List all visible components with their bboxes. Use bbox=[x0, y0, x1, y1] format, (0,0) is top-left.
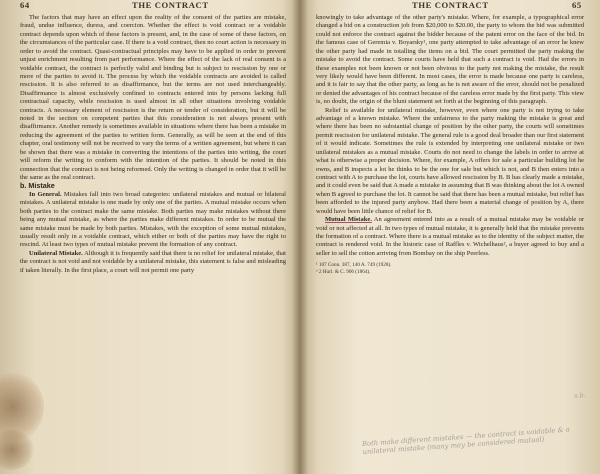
mutual-runin: Mutual Mistake. bbox=[325, 216, 372, 224]
right-paragraph: Relief is available for unilateral mistake, however, even where one party is not trying to take advantage of a known mistake. Where the unfairness to the party making the mistake is great and where there has been no substantial change of position by the other party, the courts will sometimes permit rescission for unilateral mistake. The general rule is a good deal broader than our first statement of it would indicate. Sometimes the rule is extended by interpreting one unilateral mistake or two unilateral mistakes as a mutual mistake. Courts do not need to change the labels in order to arrive at what is otherwise a proper decision. Where, for example, A offers for sale a particular building lot he owns, and B inspects a lot he thinks to be the one for sale but which is not, and B then enters into a contract with A to purchase the lot, courts have allowed rescission by B. B has clearly made a mistake, and it could even be said that A made a mistake in assuming that B was thinking about the lot A owned when B agreed to purchase the lot. It cannot be said that there has been a mutual mistake, but relief has been afforded to the injured party anyhow. Had there been a material change of position by A, there would have been little chance of relief for B. bbox=[316, 106, 584, 215]
margin-annotation: n.b. bbox=[573, 392, 586, 400]
footnote: ² 2 Hurl. & C. 906 (1864). bbox=[316, 268, 371, 275]
mutual-text: An agreement entered into as a result of a mutual mistake may be voidable or void or not affected at all. In two types of mutual mistake, it is generally held that the mistake prevents the formation of a contract. Where there is a mutual mistake as to the identity of the subject matter, the contract is rendered void. In the historic case of Raffles v. Wichelhaus², a buyer agreed to buy and a seller to sell the cotton arriving from Bombay on the ship Peerless. bbox=[316, 216, 584, 257]
unilateral-runin: Unilateral Mistake. bbox=[29, 249, 83, 257]
left-paragraph: The factors that may have an effect upon the reality of the consent of the parties are mistake, fraud, undue influence, duress, and coercion. Whether the effect is void contract or a voidable contract depends upon which of these factors is present, and, in the case of some of these factors, on the circumstances of the particular case. If there is a void contract, then no court action is necessary in order to avoid the contract. Quasi-contractual principles may have to be applied in order to prevent unjust enrichment resulting from part performance. Where the effect of the lack of real consent is a voidable contract, the contract is perfectly valid and binding but is subject to rescission by one or more of the parties to avoid it. The process by which the voidable contracts are avoided is called rescission. It is also referred to as disaffirmance, but the terms are not used interchangeably. Disaffirmance is almost exclusively confined to contracts entered into by persons lacking full contractual capacity, while rescission is used almost in all other situations involving voidable contracts. A necessary element of rescission is the return or tender of consideration, but it will be noted in the section on competent parties that this consideration is not always present with disaffirmance. Another remedy is sometimes available in situations where there has been a mistake in reducing the agreement of the parties to written form. Generally, as will be seen at the end of this chapter, oral testimony will not be received to vary the terms of a written agreement, but where it can be shown that there was a mistake in converting the intentions of the parties into writing, the court will reform the writing to conform with the intention of the parties. It should be noted in this connection that the contract is not being reformed. Only the writing is changed in order that it will be the same as the real contract. bbox=[20, 14, 286, 182]
left-running-head: THE CONTRACT bbox=[132, 0, 209, 10]
left-body-text bbox=[20, 14, 286, 275]
right-body-text bbox=[316, 14, 584, 275]
footnote: ¹ 107 Conn. 387, 140 A. 749 (1928). bbox=[316, 262, 392, 269]
right-running-head: THE CONTRACT bbox=[412, 0, 489, 10]
general-runin: In General. bbox=[29, 190, 62, 198]
footnotes bbox=[316, 262, 584, 275]
unilateral-paragraph bbox=[20, 250, 286, 275]
right-page bbox=[302, 0, 600, 474]
section-heading-mistake: b. Mistake bbox=[20, 181, 55, 191]
left-page-number: 64 bbox=[20, 0, 30, 10]
pencil-annotation: Both make different mistakes — the contract is voidable & a unilateral mistake (many may be considered mutual) bbox=[361, 425, 571, 457]
mutual-paragraph bbox=[316, 216, 584, 258]
right-page-number: 65 bbox=[572, 0, 582, 10]
unilateral-text: Although it is frequently said that there is no relief for unilateral mistake, that the contract is not void and not voidable by a unilateral mistake, this statement is false and misleading if taken literally. In the first place, a court will not permit one party bbox=[20, 249, 286, 274]
right-paragraph: knowingly to take advantage of the other party's mistake. Where, for example, a typographical error changed a bid on a construction job from $20,000 to $20.00, the party to whom the bid was submitted could not enforce the contract against the bidder because of the patent error on the face of the bid. In the famous case of Geremia v. Boyarsky¹, one party attempted to take advantage of an error he knew the other party had made in totalling the items on a bid. The court permitted the party making the mistake to avoid the contract. Some courts have held that such a contract is void. Had the errors in these examples not been known or not been obvious to the party not making the mistake, the result very likely would have been different. In most cases, the error is made because one party is careless, and it is fair to say that the other party, as long as he is not aware of the error, should not be penalized or denied the advantages of his contract because of the careless error made by the first party. This view is, no doubt, the origin of the blunt statement set forth at the beginning of this paragraph. bbox=[316, 14, 584, 106]
left-page bbox=[0, 0, 298, 474]
general-paragraph bbox=[20, 191, 286, 250]
general-text: Mistakes fall into two broad categories: unilateral mistakes and mutual or bilateral mistakes. A unilateral mistake is one made by only one of the parties. A mutual mistake occurs when both parties to the contract make the same mistake. Both parties may make mistakes without there being any mutual mistake, as where the parties make different mistakes. In order to be mutual the same mistake must be made by both parties. Mistakes, with the exception of some mutual mistakes, usually result only in a voidable contract, which either or both of the parties may have the right to rescind. At least two types of mutual mistake prevent the formation of any contract. bbox=[20, 190, 286, 249]
